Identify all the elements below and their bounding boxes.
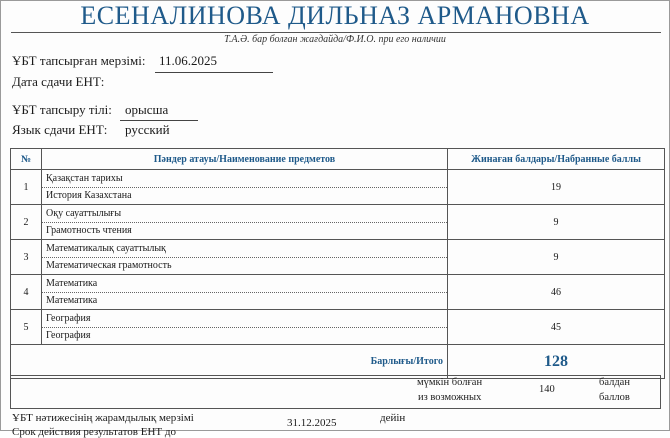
subject-name-ru: Грамотность чтения bbox=[46, 224, 132, 236]
row-subject bbox=[42, 205, 448, 240]
subject-name-ru: Математика bbox=[46, 294, 98, 306]
name-underline bbox=[11, 32, 661, 33]
total-value: 128 bbox=[448, 345, 665, 379]
max-score-unit-ru: баллов bbox=[599, 392, 630, 403]
row-number: 5 bbox=[11, 310, 42, 345]
subject-name-ru: География bbox=[46, 329, 91, 341]
exam-language-label-ru: Язык сдачи ЕНТ: bbox=[12, 122, 108, 137]
subject-name-kz: Математика bbox=[42, 276, 447, 293]
exam-language-label-kz: ҰБТ тапсыру тілі: bbox=[12, 102, 112, 117]
subjects-table bbox=[10, 148, 665, 379]
table-row bbox=[11, 205, 665, 240]
row-number: 4 bbox=[11, 275, 42, 310]
max-score-label-ru: из возможных bbox=[418, 392, 482, 403]
exam-language-underline bbox=[120, 120, 198, 121]
validity-date: 31.12.2025 bbox=[287, 417, 337, 429]
max-score-box bbox=[10, 375, 661, 409]
max-score-value: 140 bbox=[539, 384, 555, 395]
total-label: Барлығы/Итого bbox=[11, 345, 448, 379]
max-score-label-kz: мүмкін болған bbox=[417, 377, 483, 388]
row-score: 9 bbox=[448, 205, 665, 240]
subject-name-kz: Оқу сауаттылығы bbox=[42, 206, 447, 223]
exam-date-underline bbox=[155, 72, 273, 73]
exam-date-label-kz: ҰБТ тапсырған мерзімі: bbox=[12, 53, 146, 68]
table-row bbox=[11, 310, 665, 345]
exam-date-label-ru: Дата сдачи ЕНТ: bbox=[12, 74, 105, 89]
row-score: 45 bbox=[448, 310, 665, 345]
row-score: 9 bbox=[448, 240, 665, 275]
row-number: 2 bbox=[11, 205, 42, 240]
exam-language-value-ru: русский bbox=[125, 122, 170, 137]
table-row bbox=[11, 240, 665, 275]
name-caption: Т.А.Ә. бар болған жағдайда/Ф.И.О. при его наличии bbox=[224, 34, 446, 45]
total-row bbox=[11, 345, 665, 379]
exam-date-value: 11.06.2025 bbox=[159, 53, 218, 68]
row-number: 1 bbox=[11, 170, 42, 205]
row-subject bbox=[42, 170, 448, 205]
subject-name-kz: Математикалық сауаттылық bbox=[42, 241, 447, 258]
row-score: 19 bbox=[448, 170, 665, 205]
header-score: Жинаған балдары/Набранные баллы bbox=[448, 149, 665, 170]
exam-language-value-kz: орысша bbox=[125, 102, 169, 117]
full-name: ЕСЕНАЛИНОВА ДИЛЬНАЗ АРМАНОВНА bbox=[80, 1, 590, 30]
subject-name-kz: География bbox=[42, 311, 447, 328]
subject-name-kz: Қазақстан тарихы bbox=[42, 171, 447, 188]
header-subject: Пәндер атауы/Наименование предметов bbox=[42, 149, 448, 170]
max-score-unit-kz: балдан bbox=[599, 377, 630, 388]
validity-label-ru: Срок действия результатов ЕНТ до bbox=[12, 426, 176, 438]
subject-name-ru: Математическая грамотность bbox=[46, 259, 172, 271]
table-row bbox=[11, 170, 665, 205]
row-subject bbox=[42, 275, 448, 310]
validity-suffix-kz: дейін bbox=[380, 412, 406, 424]
row-subject bbox=[42, 240, 448, 275]
row-score: 46 bbox=[448, 275, 665, 310]
row-subject bbox=[42, 310, 448, 345]
header-number: № bbox=[11, 149, 42, 170]
subject-name-ru: История Казахстана bbox=[46, 189, 132, 201]
table-header-row bbox=[11, 149, 665, 170]
table-row bbox=[11, 275, 665, 310]
row-number: 3 bbox=[11, 240, 42, 275]
validity-label-kz: ҰБТ нәтижесінің жарамдылық мерзімі bbox=[12, 412, 194, 424]
